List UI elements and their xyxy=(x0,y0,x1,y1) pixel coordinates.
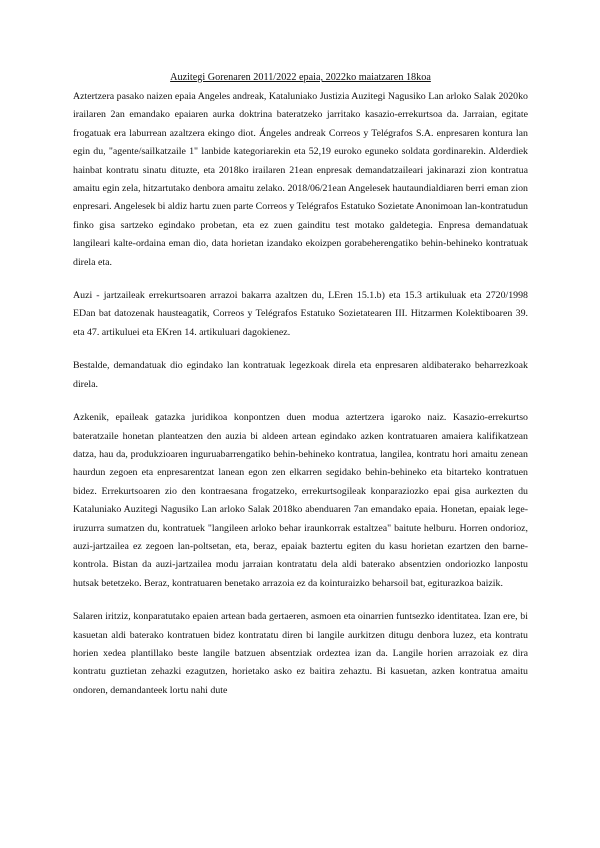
paragraph-5: Salaren iritziz, konparatutako epaien artean bada gertaeren, asmoen eta oinarrien funtsezko identitatea. Izan ere, bi kasuetan aldi baterako kontratuen bidez kontratatu diren bi langile aurkitzen ditugu denbora luzez, eta kontratu horien xedea plantillako beste langile batzuen absentziak ordeztea izan da. Langile horien arrazoiak ez dira kontratu guztietan zehazki ezagutzen, horietako asko ez baitira zehaztu. Bi kasuetan, azken kontratua amaitu ondoren, demandanteek lortu nahi dute xyxy=(73,611,528,696)
paragraph-4: Azkenik, epaileak gatazka juridikoa konpontzen duen modua aztertzera igaroko naiz. Kasazio-errekurtso bateratzaile honetan planteatzen den auzia bi aldeen artean egindako azken kontratuaren amaiera kalifikatzean datza, hau da, produkzioaren inguruabarrengatiko behin-behineko kontratua, langilea, kontratu hori amaitu zenean haurdun zegoen eta enpresarentzat lanean egon zen elkarren segidako behin-behineko eta bitarteko kontratuen bidez. Errekurtsoaren zio den kontraesana frogatzeko, errekurtsogileak konparaziozko epai gisa aurkezten du Kataluniako Auzitegi Nagusiko Lan arloko Salak 2018ko abenduaren 7an emandako epaia. Honetan, epaiak lege-iruzurra sumatzen du, kontratuek "langileen arloko behar iraunkorrak estaltzea" baitute helburu. Horren ondorioz, auzi-jartzailea ez zegoen lan-poltsetan, eta, beraz, epaiak baztertu egiten du kasu horietan ezartzen den barne-kontrola. Bistan da auzi-jartzailea modu jarraian kontratatu dela aldi baterako absentzien ondoriozko lanpostu hutsak betetzeko. Beraz, kontratuaren benetako arrazoia ez da kointuraizko beharsoil bat, egiturazkoa baizik. xyxy=(73,412,528,589)
paragraph-3: Bestalde, demandatuak dio egindako lan kontratuak legezkoak direla eta enpresaren aldibaterako beharrezkoak direla. xyxy=(73,360,528,390)
document-title: Auzitegi Gorenaren 2011/2022 epaia, 2022ko maiatzaren 18koa xyxy=(170,72,431,83)
paragraph-1: Aztertzera pasako naizen epaia Angeles andreak, Kataluniako Justizia Auzitegi Nagusiko Lan arloko Salak 2020ko irailaren 2an emandako epaiaren aurka doktrina bateratzeko jarritako kasazio-errekurtsoa da. Jarraian, egitate frogatuak era laburrean azaltzera ekingo diot. Ángeles andreak Correos y Telégrafos S.A. enpresaren kontura lan egin du, "agente/sailkatzaile 1" lanbide kategoriarekin eta 52,19 euroko eguneko soldata gordinarekin. Alderdiek hainbat kontratu sinatu dituzte, eta 2018ko irailaren 21ean enpresak demandatzaileari jakinarazi zion kontratua amaitu egin zela, hitzartutako denbora amaitu zelako. 2018/06/21ean Angelesek hautaundialdiaren berri eman zion enpresari. Angelesek bi aldiz hartu zuen parte Correos y Telégrafos Estatuko Sozietate Anonimoan lan-kontratudun finko gisa sartzeko egindako probetan, eta ez zuen gainditu test motako galdetegia. Enpresa demandatuak langileari kalte-ordaina eman dio, data horietan izandako ekoizpen gorabeherengatiko behin-behineko kontratuak direla eta. xyxy=(73,91,528,268)
paragraph-2: Auzi - jartzaileak errekurtsoaren arrazoi bakarra azaltzen du, LEren 15.1.b) eta 15.3 artikuluak eta 2720/1998 EDan bat datozenak hausteagatik, Correos y Telégrafos Estatuko Sozietatearen III. Hitzarmen Kolektiboaren 39. eta 47. artikuluei eta EKren 14. artikuluari dagokienez. xyxy=(73,290,528,338)
